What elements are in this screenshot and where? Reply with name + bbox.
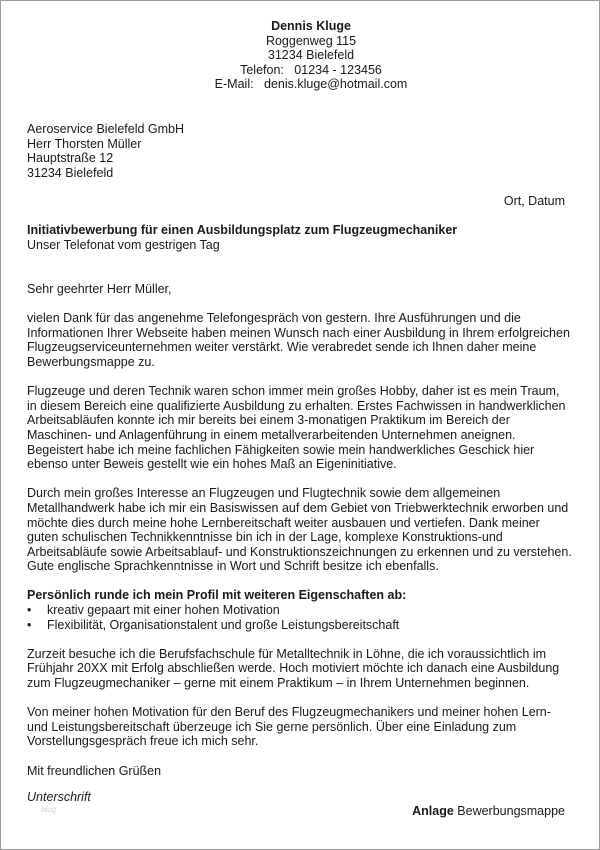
- sender-phone-line: [1, 63, 600, 78]
- sender-phone: 01234 - 123456: [294, 62, 382, 77]
- paragraph-3: Durch mein großes Interesse an Flugzeugen und Flugtechnik sowie dem allgemeinen Metallhandwerk habe ich mir ein Basiswissen auf dem Gebiet von Triebwerktechnik erworben und möchte dies durch meine hohe Lernbereitschaft weiter ausbauen und vertiefen. Dank meiner guten schulischen Technikkenntnisse bin ich in der Lage, komplexe Konstruktions-und Arbeitsabläufe sowie Arbeitsablauf- und Konstruktionszeichnungen zu erkennen und zu verstehen. Gute englische Sprachkenntnisse in Wort und Schrift besitze ich ebenfalls.: [27, 486, 572, 574]
- attachment-line: [412, 804, 565, 819]
- list-item: [27, 603, 572, 618]
- sender-email-label: E-Mail:: [214, 77, 254, 92]
- paragraph-1: vielen Dank für das angenehme Telefongespräch von gestern. Ihre Ausführungen und die Informationen Ihrer Webseite haben meinen Wunsch nach einer Ausbildung in Ihrem erfolgreichen Flugzeugserviceunternehmen weiter verstärkt. Wie verabredet sende ich Ihnen daher meine Bewerbungsmappe zu.: [27, 311, 570, 369]
- salutation: Sehr geehrter Herr Müller,: [27, 282, 172, 296]
- signature: Unterschrift: [27, 790, 91, 804]
- subject-title: Initiativbewerbung für einen Ausbildungsplatz zum Flugzeugmechaniker: [27, 223, 458, 237]
- sender-name: Dennis Kluge: [271, 19, 351, 33]
- sender-email-line: [1, 77, 600, 92]
- recipient-person: Herr Thorsten Müller: [27, 136, 142, 151]
- profile-item-1: kreativ gepaart mit einer hohen Motivation: [47, 603, 280, 618]
- paragraph-5: Von meiner hohen Motivation für den Beruf des Flugzeugmechanikers und meiner hohen Lern- und Leistungsbereitschaft überzeuge ich Sie gerne persönlich. Über eine Einladung zum Vorstellungsgespräch freue ich mich sehr.: [27, 705, 551, 749]
- sender-email: denis.kluge@hotmail.com: [264, 77, 408, 92]
- profile-item-2: Flexibilität, Organisationstalent und große Leistungsbereitschaft: [47, 617, 400, 632]
- attachment-label: Anlage: [412, 804, 454, 818]
- sender-phone-label: Telefon:: [240, 62, 284, 77]
- place-date: Ort, Datum: [503, 194, 565, 208]
- sender-street: Roggenweg 115: [265, 33, 357, 48]
- closing: Mit freundlichen Grüßen: [27, 763, 162, 778]
- attachment-value: Bewerbungsmappe: [457, 804, 565, 818]
- profile-list: [27, 603, 572, 632]
- subject-reference: Unser Telefonat vom gestrigen Tag: [27, 237, 220, 252]
- recipient-city: 31234 Bielefeld: [27, 165, 114, 180]
- subject-block: [27, 223, 457, 252]
- sender-city: 31234 Bielefeld: [267, 48, 355, 63]
- profile-heading: Persönlich runde ich mein Profil mit weiteren Eigenschaften ab:: [27, 588, 407, 603]
- recipient-street: Hauptstraße 12: [27, 151, 114, 166]
- paragraph-2: Flugzeuge und deren Technik waren schon immer mein großes Hobby, daher ist es mein Traum, in diesem Bereich eine qualifizierte Ausbildung zu erhalten. Erstes Fachwissen in handwerklichen Arbeitsabläufen konnte ich mir bereits bei einem 3-monatigen Praktikum im Bereich der Maschinen- und Anlagenführung in einem metallverarbeitenden Unternehmen aneignen. Begeistert habe ich meine fachlichen Fähigkeiten sowie mein handwerkliches Geschick hier ebenso unter Beweis gestellt wie ein hohes Maß an Eigeninitiative.: [27, 384, 566, 472]
- paragraph-4: Zurzeit besuche ich die Berufsfachschule für Metalltechnik in Löhne, die ich voraussichtlich im Frühjahr 20XX mit Erfolg abschließen werde. Hoch motiviert möchte ich danach eine Ausbildung zum Flugzeugmechaniker – gerne mit einem Praktikum – in Ihrem Unternehmen beginnen.: [27, 646, 560, 691]
- letter-body: [27, 282, 572, 793]
- watermark: blog: [41, 805, 57, 814]
- sender-block: [1, 19, 600, 92]
- recipient-company: Aeroservice Bielefeld GmbH: [27, 122, 185, 136]
- list-item: [27, 618, 572, 633]
- recipient-block: [27, 122, 184, 180]
- bullet-icon: •: [27, 603, 32, 618]
- bullet-icon: •: [27, 617, 32, 632]
